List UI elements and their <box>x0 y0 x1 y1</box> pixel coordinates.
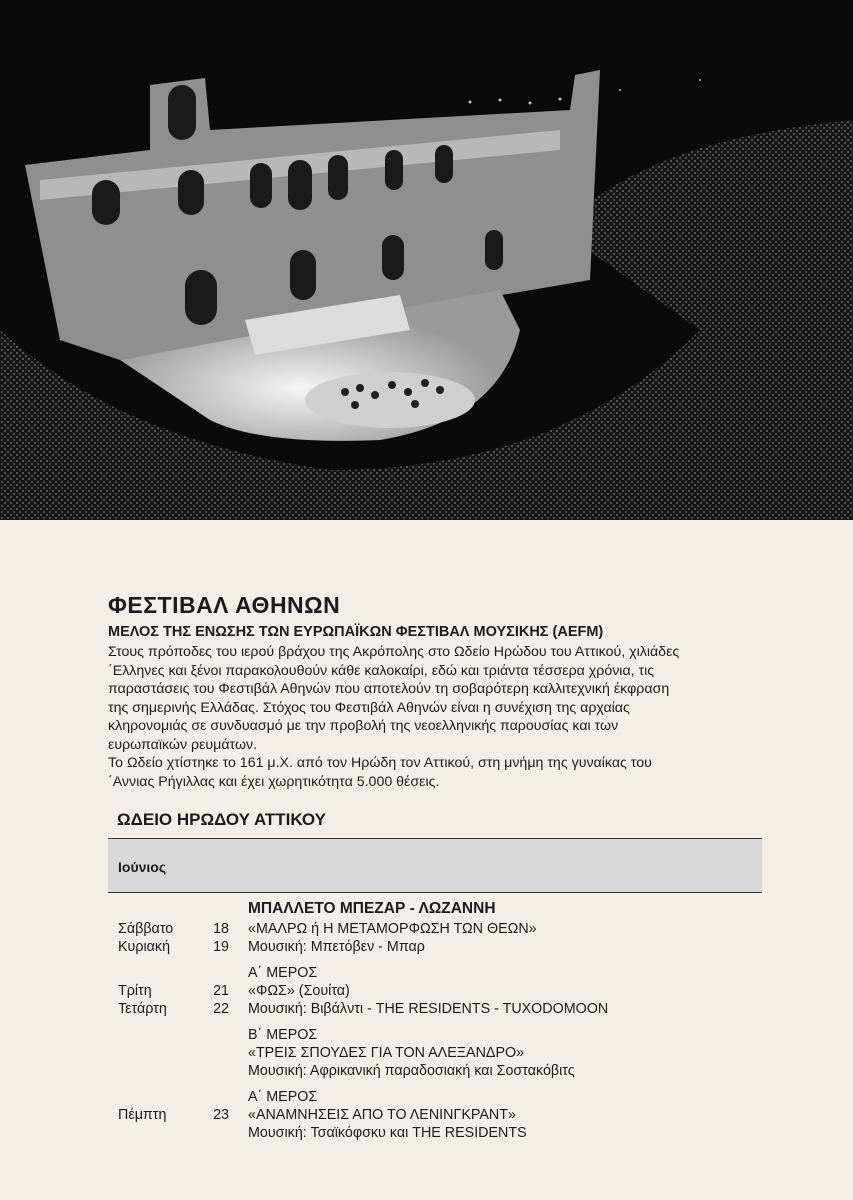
date-number: 23 <box>213 1107 229 1123</box>
program-line: «ΑΝΑΜΝΗΣΕΙΣ ΑΠΟ ΤΟ ΛΕΝΙΝΓΚΡΑΝΤ» <box>248 1107 516 1123</box>
venue-heading: ΩΔΕΙΟ ΗΡΩΔΟΥ ΑΤΤΙΚΟΥ <box>117 810 326 829</box>
program-line: Α΄ ΜΕΡΟΣ <box>248 1089 318 1105</box>
date-day: Τετάρτη <box>118 1001 167 1017</box>
program-line: Β΄ ΜΕΡΟΣ <box>248 1027 318 1043</box>
program-line: «ΜΑΛΡΩ ή Η ΜΕΤΑΜΟΡΦΩΣΗ ΤΩΝ ΘΕΩΝ» <box>248 921 537 937</box>
program-line: «ΦΩΣ» (Σουίτα) <box>248 983 350 999</box>
festival-title: ΦΕΣΤΙΒΑΛ ΑΘΗΝΩΝ <box>108 592 341 618</box>
intro-line: παραστάσεις του Φεστιβάλ Αθηνών που αποτελούν τη σοβαρότερη καλλιτεχνική έκφραση <box>108 681 670 697</box>
month-label: Ιούνιος <box>118 859 167 875</box>
date-day: Σάββατο <box>118 921 174 937</box>
odeon-night-illustration <box>0 0 853 520</box>
intro-paragraph <box>108 643 768 791</box>
intro-line: ΄Αννιας Ρήγιλλας και έχει χωρητικότητα 5.000 θέσεις. <box>108 773 440 790</box>
program-line: Μουσική: Τσαϊκόφσκυ και THE RESIDENTS <box>248 1125 527 1141</box>
festival-subtitle: ΜΕΛΟΣ ΤΗΣ ΕΝΩΣΗΣ ΤΩΝ ΕΥΡΩΠΑΪΚΩΝ ΦΕΣΤΙΒΑΛ ΜΟΥΣΙΚΗΣ (AEFM) <box>108 624 604 640</box>
intro-line: Το Ωδείο χτίστηκε το 161 μ.Χ. από τον Ηρώδη τον Αττικού, στη μνήμη της γυναίκας του <box>108 755 652 771</box>
date-number: 21 <box>213 983 229 999</box>
date-number: 19 <box>213 939 229 955</box>
date-day: Πέμπτη <box>118 1107 167 1123</box>
date-number: 18 <box>213 921 229 937</box>
company-name: ΜΠΑΛΛΕΤΟ ΜΠΕΖΑΡ - ΛΩΖΑΝΝΗ <box>248 900 496 917</box>
month-bar <box>108 838 762 893</box>
program-line: Μουσική: Αφρικανική παραδοσιακή και Σοστακόβιτς <box>248 1063 575 1079</box>
program-line: Α΄ ΜΕΡΟΣ <box>248 965 318 981</box>
date-day: Τρίτη <box>118 983 152 999</box>
intro-line: Στους πρόποδες του ιερού βράχου της Ακρόπολης στο Ωδείο Ηρώδου του Αττικού, χιλιάδες <box>108 644 680 660</box>
intro-line: ΄Ελληνες και ξένοι παρακολουθούν κάθε καλοκαίρι, εδώ και τριάντα τέσσερα χρόνια, τις <box>108 662 655 679</box>
program-line: Μουσική: Μπετόβεν - Μπαρ <box>248 939 425 955</box>
program-line: Μουσική: Βιβάλντι - THE RESIDENTS - TUXODOMOON <box>248 1001 609 1017</box>
theatre-photo <box>0 0 853 520</box>
intro-line: ευρωπαϊκών ρευμάτων. <box>108 736 258 753</box>
intro-line: της σημερινής Ελλάδας. Στόχος του Φεστιβάλ Αθηνών είναι η συνέχιση της αρχαίας <box>108 699 630 716</box>
intro-line: κληρονομιάς σε συνδυασμό με την προβολή της νεοελληνικής παρουσίας και των <box>108 718 619 734</box>
date-day: Κυριακή <box>118 939 171 955</box>
date-number: 22 <box>213 1001 229 1017</box>
program-line: «ΤΡΕΙΣ ΣΠΟΥΔΕΣ ΓΙΑ ΤΟΝ ΑΛΕΞΑΝΔΡΟ» <box>248 1045 525 1061</box>
